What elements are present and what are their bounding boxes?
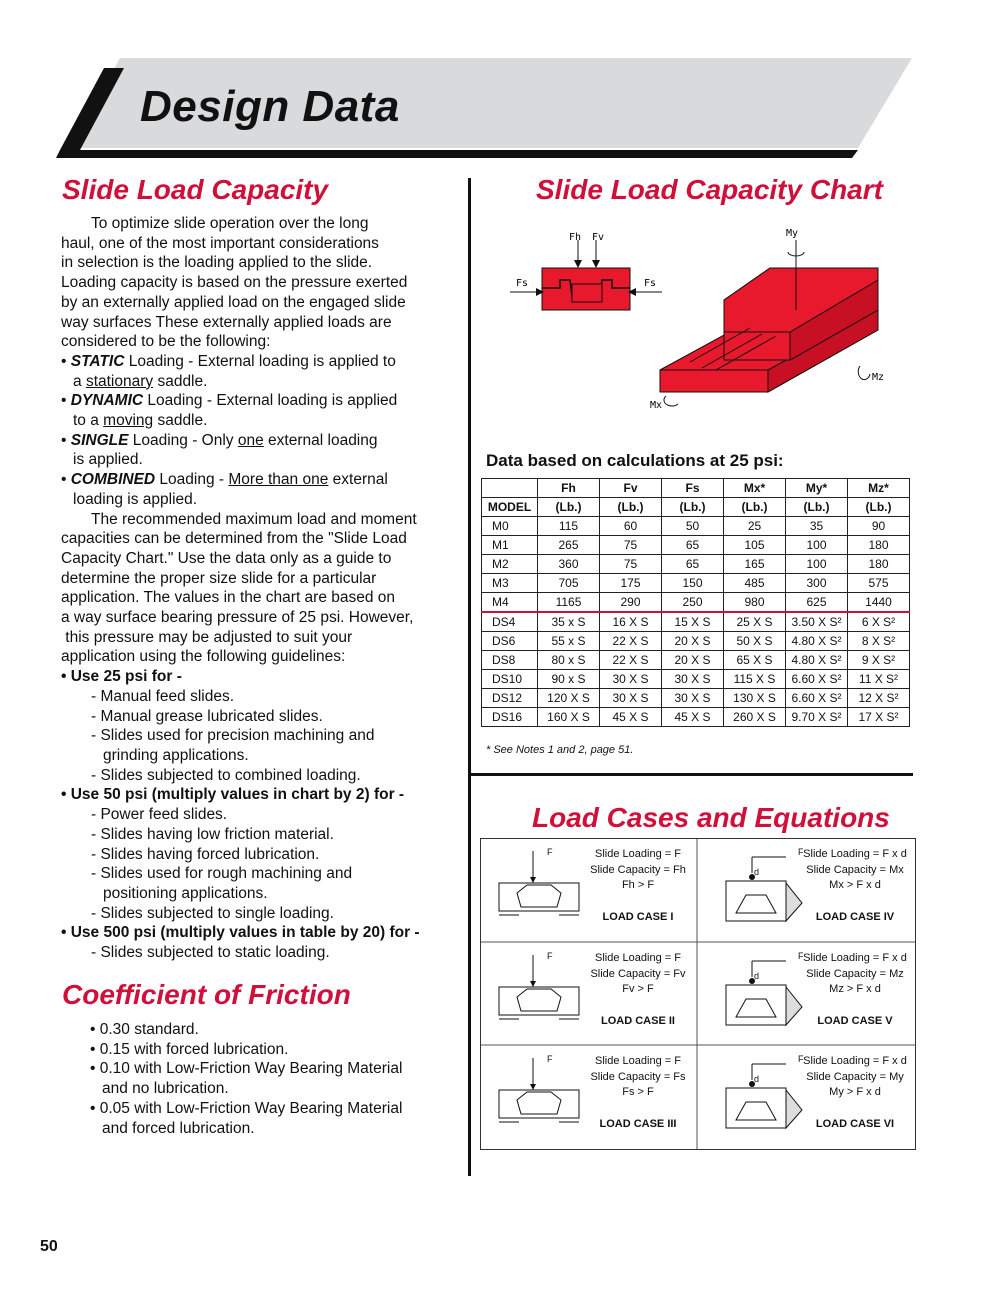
combined-pre: Loading - (155, 471, 229, 489)
table-row (482, 632, 910, 651)
equation-line: Slide Capacity = Fv (590, 967, 686, 980)
load-case-diagram (489, 843, 589, 939)
value-cell: 60 (600, 517, 662, 536)
friction-text: 0.30 standard. (99, 1021, 199, 1038)
value-cell: 90 x S (538, 670, 600, 689)
value-cell: 35 x S (538, 612, 600, 632)
static-desc: Loading - External loading is applied to (124, 352, 396, 370)
value-cell: 980 (724, 593, 786, 613)
header-cell: (Lb.) (848, 498, 910, 517)
value-cell: 1165 (538, 593, 600, 613)
load-case-cell (481, 839, 697, 942)
para1-line: haul, one of the most important considerations (61, 234, 379, 252)
value-cell: 120 X S (538, 689, 600, 708)
single-item: • SINGLE Loading - Only one external loading (61, 431, 378, 449)
header-cell: Mx* (724, 479, 786, 498)
value-cell: 260 X S (724, 708, 786, 727)
model-cell: DS10 (482, 670, 538, 689)
table-body (482, 517, 910, 727)
single-post: external loading (263, 431, 378, 449)
equation-line: Mz > F x d (829, 983, 881, 995)
static-l2post: saddle. (153, 372, 208, 390)
equation-line: Slide Loading = F x d (803, 1055, 907, 1067)
use25-heading: • Use 25 psi for - (61, 668, 182, 686)
para2-line: a way surface bearing pressure of 25 psi. However, (61, 609, 414, 627)
equation-line: My > F x d (829, 1086, 881, 1098)
value-cell: 75 (600, 536, 662, 555)
value-cell: 20 X S (662, 632, 724, 651)
value-cell: 20 X S (662, 651, 724, 670)
dynamic-l2pre: to a (73, 412, 104, 430)
static-l2pre: a (73, 372, 86, 390)
label-mz: Mz (872, 372, 885, 383)
value-cell: 30 X S (662, 670, 724, 689)
table-row (482, 517, 910, 536)
load-case-cell (481, 943, 697, 1046)
value-cell: 485 (724, 574, 786, 593)
value-cell: 30 X S (600, 670, 662, 689)
para2-line: determine the proper size slide for a particular (61, 569, 377, 587)
value-cell: 115 X S (724, 670, 786, 689)
use50-item: - Slides subjected to single loading. (91, 904, 334, 922)
value-cell: 75 (600, 555, 662, 574)
value-cell: 1440 (848, 593, 910, 613)
table-header-row (482, 498, 910, 517)
load-case-label: LOAD CASE I (602, 911, 674, 923)
load-case-label: LOAD CASE IV (815, 911, 895, 923)
model-cell: DS6 (482, 632, 538, 651)
load-case-label: LOAD CASE II (601, 1015, 675, 1027)
equation-line: Fs > F (622, 1086, 654, 1098)
use50-item: positioning applications. (103, 884, 268, 902)
value-cell: 15 X S (662, 612, 724, 632)
header-cell: (Lb.) (786, 498, 848, 517)
combined-item: • COMBINED Loading - More than one external (61, 471, 388, 489)
load-cases-title: Load Cases and Equations (532, 802, 890, 833)
para1-line: Loading capacity is based on the pressure exerted (61, 274, 408, 292)
header-cell: (Lb.) (724, 498, 786, 517)
value-cell: 65 X S (724, 651, 786, 670)
load-case-diagram (706, 843, 806, 939)
header-cell: (Lb.) (662, 498, 724, 517)
value-cell: 360 (538, 555, 600, 574)
header-cell: MODEL (482, 498, 538, 517)
value-cell: 50 (662, 517, 724, 536)
value-cell: 30 X S (662, 689, 724, 708)
header-cell: Fv (600, 479, 662, 498)
value-cell: 3.50 X S² (786, 612, 848, 632)
use25-item: - Slides subjected to combined loading. (91, 766, 361, 784)
friction-text: 0.10 with Low-Friction Way Bearing Material (99, 1060, 403, 1078)
friction-title: Coefficient of Friction (62, 979, 351, 1010)
value-cell: 8 X S² (848, 632, 910, 651)
use50-item: - Power feed slides. (91, 806, 228, 824)
load-case-cell (698, 839, 914, 942)
value-cell: 9.70 X S² (786, 708, 848, 727)
equation-line: Slide Capacity = Fs (590, 1070, 686, 1083)
load-case-label: LOAD CASE VI (815, 1118, 895, 1130)
single-pre: Loading - Only (128, 431, 238, 449)
value-cell: 65 (662, 555, 724, 574)
table-row (482, 612, 910, 632)
label-my: My (786, 228, 799, 239)
table-row (482, 670, 910, 689)
value-cell: 12 X S² (848, 689, 910, 708)
load-capacity-table (481, 478, 910, 727)
load-case-equations (796, 1054, 914, 1101)
table-header-row (482, 479, 910, 498)
para2-line: Capacity Chart." Use the data only as a guide to (61, 549, 392, 567)
table-row (482, 593, 910, 613)
header-cell: My* (786, 479, 848, 498)
load-case-equations (579, 1054, 697, 1101)
column-divider (468, 178, 471, 1176)
value-cell: 25 X S (724, 612, 786, 632)
page-number: 50 (40, 1238, 58, 1255)
load-case-cell (698, 1046, 914, 1149)
header-cell (482, 479, 538, 498)
friction-list (90, 1020, 402, 1138)
friction-item-cont: and no lubrication. (102, 1080, 229, 1098)
value-cell: 290 (600, 593, 662, 613)
use500-text: Use 500 psi (multiply values in table by 20) for - (70, 924, 420, 942)
dynamic-l2post: saddle. (153, 412, 208, 430)
model-cell: M2 (482, 555, 538, 574)
value-cell: 65 (662, 536, 724, 555)
use50-text: Use 50 psi (multiply values in chart by 2) for - (70, 786, 405, 804)
header-cell: Fs (662, 479, 724, 498)
header-cell: Fh (538, 479, 600, 498)
table-row (482, 574, 910, 593)
para2-line: this pressure may be adjusted to suit your (61, 628, 353, 646)
para1-line: considered to be the following: (61, 333, 271, 351)
single-item-line2: is applied. (73, 451, 143, 469)
equation-line: Fv > F (622, 983, 654, 995)
model-cell: M4 (482, 593, 538, 613)
value-cell: 150 (662, 574, 724, 593)
slide-load-title: Slide Load Capacity (62, 174, 329, 205)
friction-item: • 0.15 with forced lubrication. (90, 1040, 289, 1058)
dynamic-item-line2 (61, 411, 461, 431)
value-cell: 100 (786, 555, 848, 574)
value-cell: 55 x S (538, 632, 600, 651)
model-cell: M3 (482, 574, 538, 593)
slide-3d-drawing (660, 268, 878, 392)
force-label: F (798, 1054, 804, 1064)
equation-line: Fh > F (621, 879, 655, 891)
equation-line: Slide Loading = F (595, 1055, 681, 1067)
load-case-label: LOAD CASE V (817, 1015, 893, 1027)
para1-line: way surfaces These externally applied loads are (61, 313, 392, 331)
table-caption: Data based on calculations at 25 psi: (486, 451, 784, 470)
para2-line: The recommended maximum load and moment (91, 510, 417, 528)
distance-label: d (754, 971, 760, 981)
value-cell: 6.60 X S² (786, 689, 848, 708)
value-cell: 180 (848, 536, 910, 555)
load-case-diagram (489, 947, 589, 1043)
load-cases-grid (480, 838, 916, 1150)
table-note: * See Notes 1 and 2, page 51. (486, 744, 634, 756)
static-term: STATIC (70, 352, 125, 370)
value-cell: 45 X S (662, 708, 724, 727)
dynamic-item: • DYNAMIC Loading - External loading is applied (61, 392, 398, 410)
model-cell: DS4 (482, 612, 538, 632)
value-cell: 90 (848, 517, 910, 536)
equation-line: Slide Loading = F (595, 848, 681, 860)
load-case-cell (698, 943, 914, 1046)
load-case-diagram (706, 1050, 806, 1146)
value-cell: 165 (724, 555, 786, 574)
value-cell: 6.60 X S² (786, 670, 848, 689)
use50-item: - Slides having forced lubrication. (91, 845, 320, 863)
friction-text: 0.15 with forced lubrication. (99, 1040, 289, 1058)
load-case-cell (481, 1046, 697, 1149)
use50-item: - Slides having low friction material. (91, 825, 334, 843)
combined-u: More than one (228, 471, 329, 489)
label-fv: Fv (592, 232, 605, 243)
load-case-equations (579, 847, 697, 894)
value-cell: 22 X S (600, 632, 662, 651)
model-cell: M0 (482, 517, 538, 536)
friction-item-cont: and forced lubrication. (102, 1119, 255, 1137)
table-row (482, 651, 910, 670)
para1-line: To optimize slide operation over the long (91, 215, 369, 232)
model-cell: DS8 (482, 651, 538, 670)
page-title: Design Data (140, 82, 400, 131)
value-cell: 6 X S² (848, 612, 910, 632)
label-fs-left: Fs (516, 278, 529, 289)
value-cell: 160 X S (538, 708, 600, 727)
table-row (482, 536, 910, 555)
header-cell: (Lb.) (600, 498, 662, 517)
value-cell: 300 (786, 574, 848, 593)
label-fh: Fh (569, 232, 582, 243)
single-u: one (237, 431, 264, 449)
dynamic-l2u: moving (103, 412, 154, 430)
para1-line: by an externally applied load on the engaged slide (61, 293, 406, 311)
friction-item: • 0.05 with Low-Friction Way Bearing Material (90, 1099, 403, 1117)
equation-line: Mx > F x d (829, 879, 881, 891)
cross-section-drawing (510, 240, 662, 310)
load-case-diagram (706, 947, 806, 1043)
model-cell: DS12 (482, 689, 538, 708)
table-row (482, 708, 910, 727)
value-cell: 705 (538, 574, 600, 593)
value-cell: 250 (662, 593, 724, 613)
use25-text: Use 25 psi for - (70, 668, 182, 686)
value-cell: 17 X S² (848, 708, 910, 727)
dynamic-desc: Loading - External loading is applied (143, 392, 398, 410)
value-cell: 25 (724, 517, 786, 536)
value-cell: 9 X S² (848, 651, 910, 670)
equation-line: Slide Capacity = Mz (806, 967, 904, 980)
static-l2u: stationary (85, 372, 154, 390)
label-mx: Mx (650, 400, 663, 411)
para1-line: in selection is the loading applied to the slide. (61, 254, 373, 272)
value-cell: 16 X S (600, 612, 662, 632)
friction-text: 0.05 with Low-Friction Way Bearing Material (99, 1099, 403, 1117)
distance-label: d (754, 867, 760, 877)
value-cell: 180 (848, 555, 910, 574)
equation-line: Slide Capacity = Fh (590, 863, 686, 876)
table-row (482, 555, 910, 574)
combined-term: COMBINED (70, 471, 156, 489)
header-cell: Mz* (848, 479, 910, 498)
load-case-equations (796, 847, 914, 894)
static-item-line2 (61, 372, 461, 392)
static-item: • STATIC Loading - External loading is applied to (61, 352, 396, 370)
force-label: F (798, 951, 804, 961)
use25-item: - Manual feed slides. (91, 687, 235, 705)
model-cell: M1 (482, 536, 538, 555)
friction-item: • 0.10 with Low-Friction Way Bearing Material (90, 1060, 403, 1078)
dynamic-term: DYNAMIC (70, 392, 144, 410)
value-cell: 625 (786, 593, 848, 613)
para2-line: application. The values in the chart are based on (61, 589, 396, 607)
combined-item-line2: loading is applied. (73, 490, 198, 508)
use25-item: - Slides used for precision machining and (91, 727, 375, 745)
header-cell: (Lb.) (538, 498, 600, 517)
para2-line: application using the following guidelines: (61, 648, 346, 666)
use50-item: - Slides used for rough machining and (91, 865, 353, 883)
use25-item: grinding applications. (103, 746, 249, 764)
friction-item: • 0.30 standard. (90, 1021, 199, 1038)
load-case-label: LOAD CASE III (599, 1118, 677, 1130)
force-label: F (547, 951, 553, 961)
label-fs-right: Fs (644, 278, 657, 289)
load-case-equations (796, 951, 914, 998)
value-cell: 22 X S (600, 651, 662, 670)
single-term: SINGLE (70, 431, 129, 449)
value-cell: 4.80 X S² (786, 651, 848, 670)
value-cell: 265 (538, 536, 600, 555)
value-cell: 115 (538, 517, 600, 536)
load-case-diagram (489, 1050, 589, 1146)
equation-line: Slide Loading = F (595, 952, 681, 964)
load-case-equations (579, 951, 697, 998)
use500-item: - Slides subjected to static loading. (91, 944, 330, 962)
model-cell: DS16 (482, 708, 538, 727)
force-label: F (547, 847, 553, 857)
section-divider (468, 773, 913, 776)
value-cell: 100 (786, 536, 848, 555)
value-cell: 50 X S (724, 632, 786, 651)
use500-heading: • Use 500 psi (multiply values in table by 20) for - (61, 924, 420, 942)
value-cell: 175 (600, 574, 662, 593)
use25-item: - Manual grease lubricated slides. (91, 707, 323, 725)
value-cell: 80 x S (538, 651, 600, 670)
value-cell: 35 (786, 517, 848, 536)
equation-line: Slide Capacity = Mx (806, 863, 904, 876)
value-cell: 4.80 X S² (786, 632, 848, 651)
force-label: F (798, 847, 804, 857)
value-cell: 45 X S (600, 708, 662, 727)
equation-line: Slide Loading = F x d (803, 952, 907, 964)
value-cell: 11 X S² (848, 670, 910, 689)
value-cell: 575 (848, 574, 910, 593)
equation-line: Slide Loading = F x d (803, 848, 907, 860)
value-cell: 130 X S (724, 689, 786, 708)
slide-load-diagram (480, 220, 920, 420)
force-label: F (547, 1054, 553, 1064)
use50-heading: • Use 50 psi (multiply values in chart by 2) for - (61, 786, 405, 804)
slide-load-body (61, 214, 461, 963)
para2-line: capacities can be determined from the "Slide Load (61, 530, 407, 548)
table-row (482, 689, 910, 708)
chart-title: Slide Load Capacity Chart (536, 174, 883, 205)
value-cell: 105 (724, 536, 786, 555)
distance-label: d (754, 1074, 760, 1084)
combined-post: external (328, 471, 388, 489)
equation-line: Slide Capacity = My (806, 1070, 904, 1083)
value-cell: 30 X S (600, 689, 662, 708)
